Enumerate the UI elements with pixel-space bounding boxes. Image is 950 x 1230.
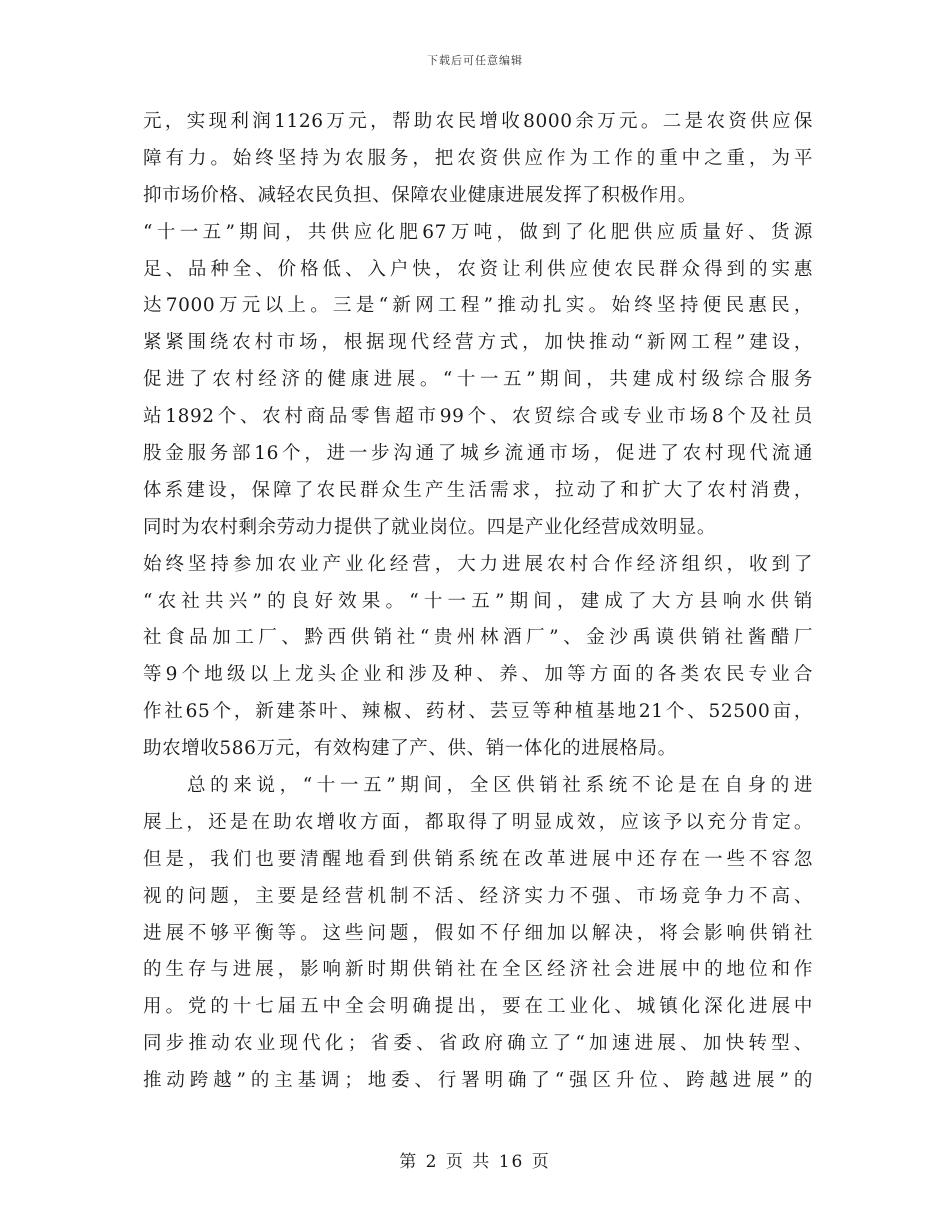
text-line: 股金服务部16个，进一步沟通了城乡流通市场，促进了农村现代流通: [143, 443, 813, 465]
text-line: 始终坚持参加农业产业化经营，大力进展农村合作经济组织，收到了: [143, 553, 813, 575]
text-line: 同时为农村剩余劳动力提供了就业岗位。四是产业化经营成效明显。: [143, 516, 717, 538]
text-line: 的生存与进展，影响新时期供销社在全区经济社会进展中的地位和作: [143, 959, 813, 981]
text-line: 抑市场价格、减轻农民负担、保障农业健康进展发挥了积极作用。: [143, 184, 697, 206]
text-line: 达7000万元以上。三是“新网工程”推动扎实。始终坚持便民惠民，: [143, 295, 813, 317]
text-line: 展上，还是在助农增收方面，都取得了明显成效，应该予以充分肯定。: [143, 811, 813, 833]
text-line: 同步推动农业现代化；省委、省政府确立了“加速进展、加快转型、: [143, 1033, 813, 1055]
text-line: “农社共兴”的良好效果。“十一五”期间，建成了大方县响水供销: [143, 590, 813, 612]
text-line: 推动跨越”的主基调；地委、行署明确了“强区升位、跨越进展”的: [143, 1070, 813, 1092]
page-header: 下载后可任意编辑: [427, 54, 523, 67]
text-line: 站1892个、农村商品零售超市99个、农贸综合或专业市场8个及社员: [143, 406, 813, 428]
text-line: 等9个地级以上龙头企业和涉及种、养、加等方面的各类农民专业合: [143, 664, 813, 686]
text-line: 足、品种全、价格低、入户快，农资让利供应使农民群众得到的实惠: [143, 258, 813, 280]
text-line: 体系建设，保障了农民群众生产生活需求，拉动了和扩大了农村消费，: [143, 479, 813, 501]
text-line: 视的问题，主要是经营机制不活、经济实力不强、市场竞争力不高、: [143, 885, 813, 907]
text-line: 社食品加工厂、黔西供销社“贵州林酒厂”、金沙禹谟供销社酱醋厂: [143, 627, 813, 649]
text-line: 用。党的十七届五中全会明确提出，要在工业化、城镇化深化进展中: [143, 996, 813, 1018]
page-number-footer: 第 2 页 共 16 页: [399, 1152, 551, 1172]
text-line: 进展不够平衡等。这些问题，假如不仔细加以解决，将会影响供销社: [143, 922, 813, 944]
text-line: 总的来说，“十一五”期间，全区供销社系统不论是在自身的进: [187, 775, 813, 797]
text-line: 促进了农村经济的健康进展。“十一五”期间，共建成村级综合服务: [143, 369, 813, 391]
text-line: 紧紧围绕农村市场，根据现代经营方式，加快推动“新网工程”建设，: [143, 332, 813, 354]
text-line: 但是，我们也要清醒地看到供销系统在改革进展中还存在一些不容忽: [143, 848, 813, 870]
text-line: 助农增收586万元，有效构建了产、供、销一体化的进展格局。: [143, 738, 677, 760]
text-line: 元，实现利润1126万元，帮助农民增收8000余万元。二是农资供应保: [143, 111, 813, 132]
text-line: 作社65个，新建茶叶、辣椒、药材、芸豆等种植基地21个、52500亩，: [143, 701, 813, 723]
text-line: 障有力。始终坚持为农服务，把农资供应作为工作的重中之重，为平: [143, 147, 813, 169]
text-line: “十一五”期间，共供应化肥67万吨，做到了化肥供应质量好、货源: [143, 221, 813, 243]
document-body: [143, 104, 813, 1100]
